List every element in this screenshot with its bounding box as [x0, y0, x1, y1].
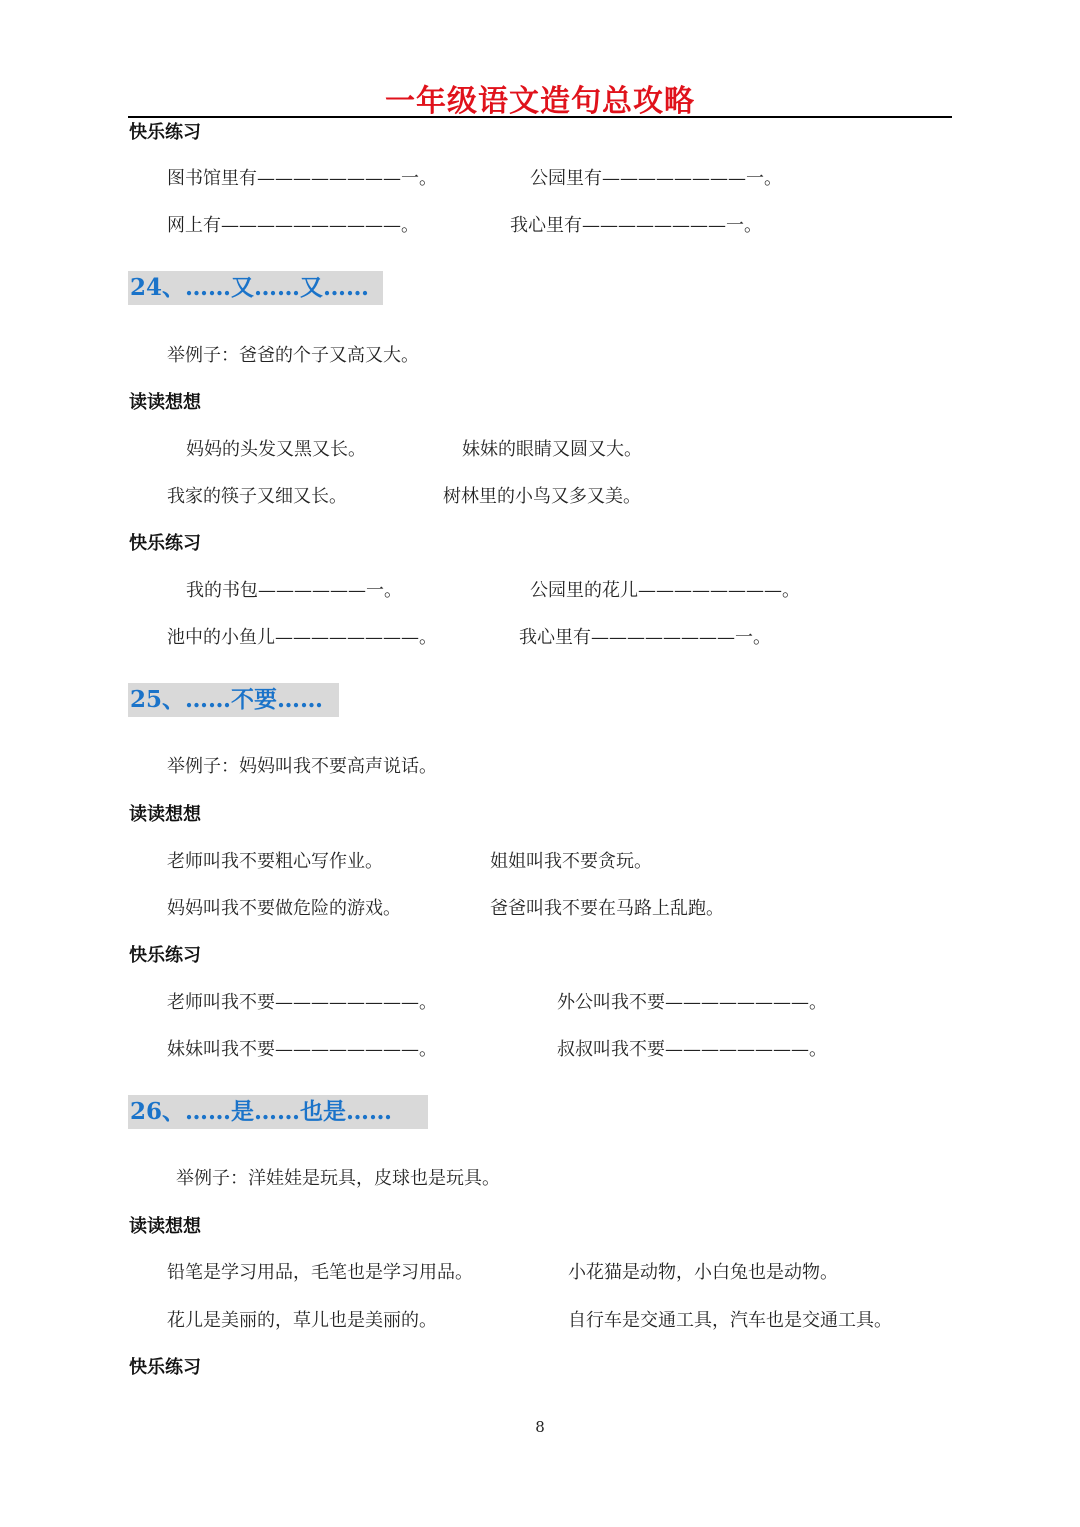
example-sentence-26: 举例子：洋娃娃是玩具，皮球也是玩具。 — [176, 1168, 500, 1189]
practice-item: 公园里有————————一。 — [530, 168, 782, 189]
read-item: 树林里的小鸟又多又美。 — [443, 486, 641, 507]
read-item: 铅笔是学习用品，毛笔也是学习用品。 — [167, 1262, 473, 1283]
practice-item: 池中的小鱼儿————————。 — [167, 627, 437, 648]
practice-item: 图书馆里有————————一。 — [167, 168, 437, 189]
practice-heading-24: 快乐练习 — [129, 533, 201, 554]
section-title-25: 25、……不要…… — [128, 683, 339, 717]
read-item: 妹妹的眼睛又圆又大。 — [462, 439, 642, 460]
practice-item: 外公叫我不要————————。 — [557, 992, 827, 1013]
practice-heading-26: 快乐练习 — [129, 1357, 201, 1378]
read-item: 妈妈的头发又黑又长。 — [186, 439, 366, 460]
read-item: 姐姐叫我不要贪玩。 — [490, 851, 652, 872]
practice-item: 妹妹叫我不要————————。 — [167, 1039, 437, 1060]
practice-item: 我心里有————————一。 — [519, 627, 771, 648]
example-sentence-24: 举例子：爸爸的个子又高又大。 — [167, 345, 419, 366]
practice-item: 老师叫我不要————————。 — [167, 992, 437, 1013]
section-title-24: 24、……又……又…… — [128, 271, 383, 305]
read-heading-24: 读读想想 — [129, 392, 201, 413]
read-item: 花儿是美丽的，草儿也是美丽的。 — [167, 1310, 437, 1331]
example-sentence-25: 举例子：妈妈叫我不要高声说话。 — [167, 756, 437, 777]
read-item: 老师叫我不要粗心写作业。 — [167, 851, 383, 872]
practice-heading-25: 快乐练习 — [129, 945, 201, 966]
page-number: 8 — [535, 1418, 545, 1436]
section-title-26: 26、……是……也是…… — [128, 1095, 428, 1129]
read-item: 自行车是交通工具，汽车也是交通工具。 — [568, 1310, 892, 1331]
practice-item: 叔叔叫我不要————————。 — [557, 1039, 827, 1060]
title-underline — [128, 116, 952, 118]
read-item: 爸爸叫我不要在马路上乱跑。 — [490, 898, 724, 919]
practice-item: 公园里的花儿————————。 — [530, 580, 800, 601]
read-item: 妈妈叫我不要做危险的游戏。 — [167, 898, 401, 919]
practice-item: 我心里有————————一。 — [510, 215, 762, 236]
read-item: 我家的筷子又细又长。 — [167, 486, 347, 507]
read-heading-26: 读读想想 — [129, 1216, 201, 1237]
document-title: 一年级语文造句总攻略 — [385, 84, 695, 119]
practice-heading-top: 快乐练习 — [129, 122, 201, 143]
practice-item: 我的书包——————一。 — [186, 580, 402, 601]
practice-item: 网上有——————————。 — [167, 215, 419, 236]
read-item: 小花猫是动物，小白兔也是动物。 — [568, 1262, 838, 1283]
read-heading-25: 读读想想 — [129, 804, 201, 825]
